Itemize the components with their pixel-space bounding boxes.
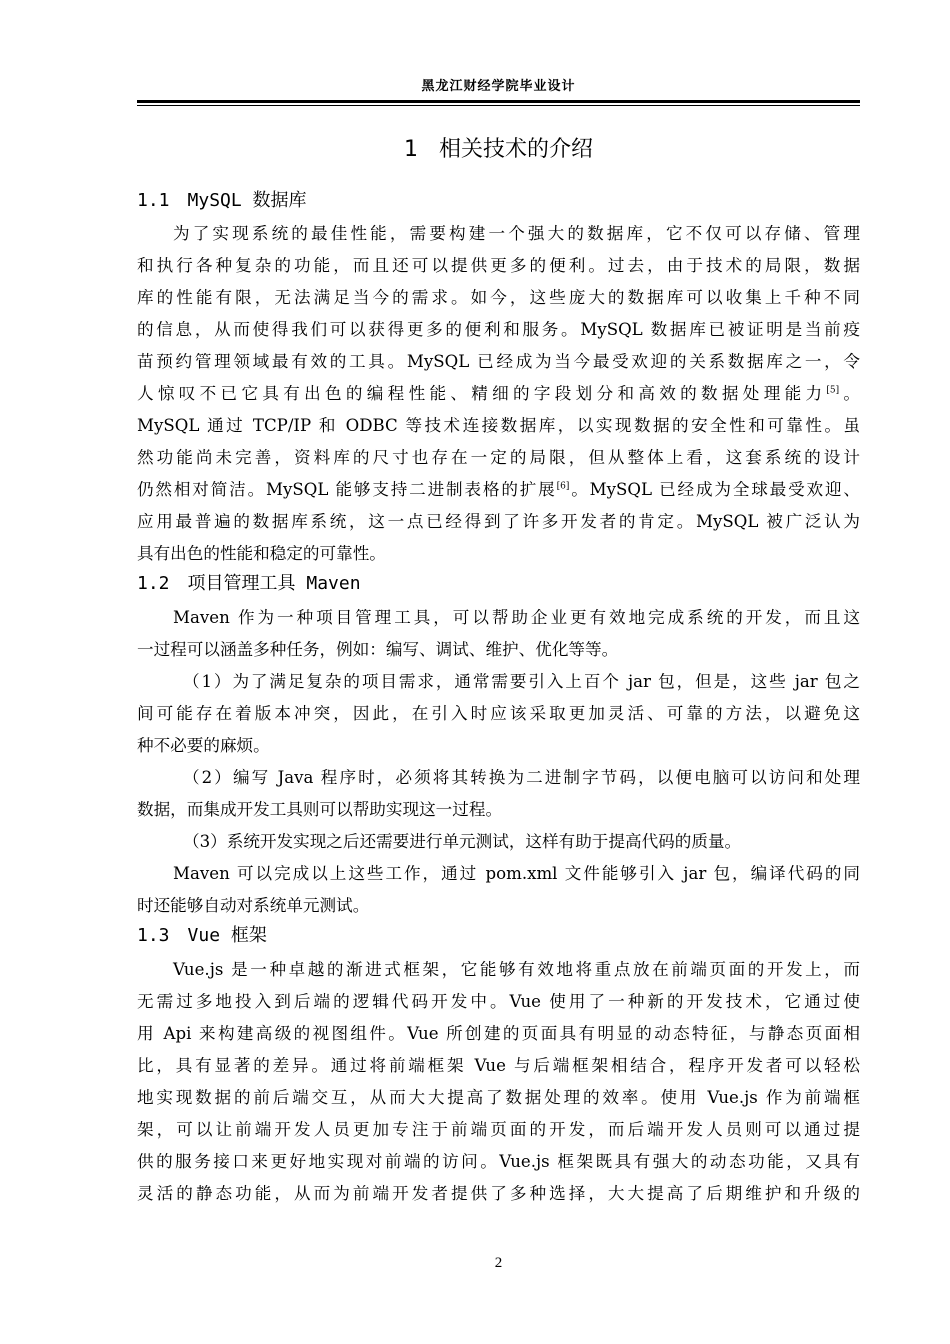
paragraph-line: 用 Api 来构建高级的视图组件。Vue 所创建的页面具有明显的动态特征，与静态页面相 xyxy=(137,1024,860,1043)
paragraph-line: 的信息，从而使得我们可以获得更多的便利和服务。MySQL 数据库已被证明是当前疫 xyxy=(137,320,860,339)
paragraph-text: 仍然相对简洁。MySQL 能够支持二进制表格的扩展 xyxy=(137,480,557,499)
paragraph-line: 地实现数据的前后端交互，从而大大提高了数据处理的效率。使用 Vue.js 作为前端框 xyxy=(137,1088,860,1107)
paragraph-text: 。MySQL 已经成为全球最受欢迎、 xyxy=(569,480,860,499)
paragraph-line: （2）编写 Java 程序时，必须将其转换为二进制字节码，以便电脑可以访问和处理 xyxy=(183,768,860,787)
paragraph-line: 一过程可以涵盖多种任务，例如：编写、调试、维护、优化等等。 xyxy=(137,640,619,659)
chapter-title xyxy=(137,134,860,166)
citation: [6] xyxy=(556,481,570,492)
paragraph-line: 种不必要的麻烦。 xyxy=(137,736,270,755)
section-title: Vue 框架 xyxy=(187,925,267,946)
paragraph-line: MySQL 通过 TCP/IP 和 ODBC 等技术连接数据库，以实现数据的安全性和可靠性。虽 xyxy=(137,416,860,435)
paragraph-line: Maven 作为一种项目管理工具，可以帮助企业更有效地完成系统的开发，而且这 xyxy=(173,608,860,627)
paragraph-line: （1）为了满足复杂的项目需求，通常需要引入上百个 jar 包，但是，这些 jar 包之 xyxy=(183,672,860,691)
paragraph-line: 供的服务接口来更好地实现对前端的访问。Vue.js 框架既具有强大的动态功能，又具有 xyxy=(137,1152,860,1171)
section-title: MySQL 数据库 xyxy=(187,190,307,211)
paragraph-line: 和执行各种复杂的功能，而且还可以提供更多的便利。过去，由于技术的局限，数据 xyxy=(137,256,860,275)
citation: [5] xyxy=(826,385,840,396)
paragraph-line: 应用最普遍的数据库系统，这一点已经得到了许多开发者的肯定。MySQL 被广泛认为 xyxy=(137,512,860,531)
section-heading-maven xyxy=(137,570,361,598)
paragraph-line: 灵活的静态功能，从而为前端开发者提供了多种选择，大大提高了后期维护和升级的 xyxy=(137,1184,860,1203)
paragraph-line: 间可能存在着版本冲突，因此，在引入时应该采取更加灵活、可靠的方法，以避免这 xyxy=(137,704,860,723)
paragraph-line: 时还能够自动对系统单元测试。 xyxy=(137,896,370,915)
paragraph-line: 比，具有显著的差异。通过将前端框架 Vue 与后端框架相结合，程序开发者可以轻松 xyxy=(137,1056,860,1075)
running-header: 黑龙江财经学院毕业设计 xyxy=(421,79,576,94)
section-title: 项目管理工具 Maven xyxy=(187,573,361,594)
paragraph-line: 无需过多地投入到后端的逻辑代码开发中。Vue 使用了一种新的开发技术，它通过使 xyxy=(137,992,860,1011)
paragraph-line: 为了实现系统的最佳性能，需要构建一个强大的数据库，它不仅可以存储、管理 xyxy=(173,224,860,243)
paragraph-line: 数据，而集成开发工具则可以帮助实现这一过程。 xyxy=(137,800,503,819)
section-number: 1.1 xyxy=(137,190,170,211)
paragraph-line: 架，可以让前端开发人员更加专注于前端页面的开发，而后端开发人员则可以通过提 xyxy=(137,1120,860,1139)
chapter-title-text: 相关技术的介绍 xyxy=(438,137,593,162)
paragraph-text: 人惊叹不已它具有出色的编程性能、精细的字段划分和高效的数据处理能力 xyxy=(137,384,827,403)
section-number: 1.2 xyxy=(137,573,170,594)
paragraph-line: 苗预约管理领域最有效的工具。MySQL 已经成为当今最受欢迎的关系数据库之一，令 xyxy=(137,352,860,371)
paragraph-line: Maven 可以完成以上这些工作，通过 pom.xml 文件能够引入 jar 包，编译代码的同 xyxy=(173,864,860,883)
paragraph-line: （3）系统开发实现之后还需要进行单元测试，这样有助于提高代码的质量。 xyxy=(183,832,742,851)
paragraph-line: 库的性能有限，无法满足当今的需求。如今，这些庞大的数据库可以收集上千种不同 xyxy=(137,288,860,307)
section-heading-vue xyxy=(137,922,267,950)
paragraph-line: 然功能尚未完善，资料库的尺寸也存在一定的局限，但从整体上看，这套系统的设计 xyxy=(137,448,860,467)
paragraph-line xyxy=(137,378,860,410)
paragraph-text: 。 xyxy=(839,384,860,403)
header-rule-thick xyxy=(137,100,860,103)
section-number: 1.3 xyxy=(137,925,170,946)
paragraph-line: 具有出色的性能和稳定的可靠性。 xyxy=(137,544,386,563)
page-number: 2 xyxy=(494,1255,503,1271)
chapter-number: 1 xyxy=(404,137,418,162)
section-heading-mysql xyxy=(137,187,307,215)
header-rule-thin xyxy=(137,105,860,106)
paragraph-line: Vue.js 是一种卓越的渐进式框架，它能够有效地将重点放在前端页面的开发上，而 xyxy=(173,960,860,979)
paragraph-line xyxy=(137,474,860,506)
